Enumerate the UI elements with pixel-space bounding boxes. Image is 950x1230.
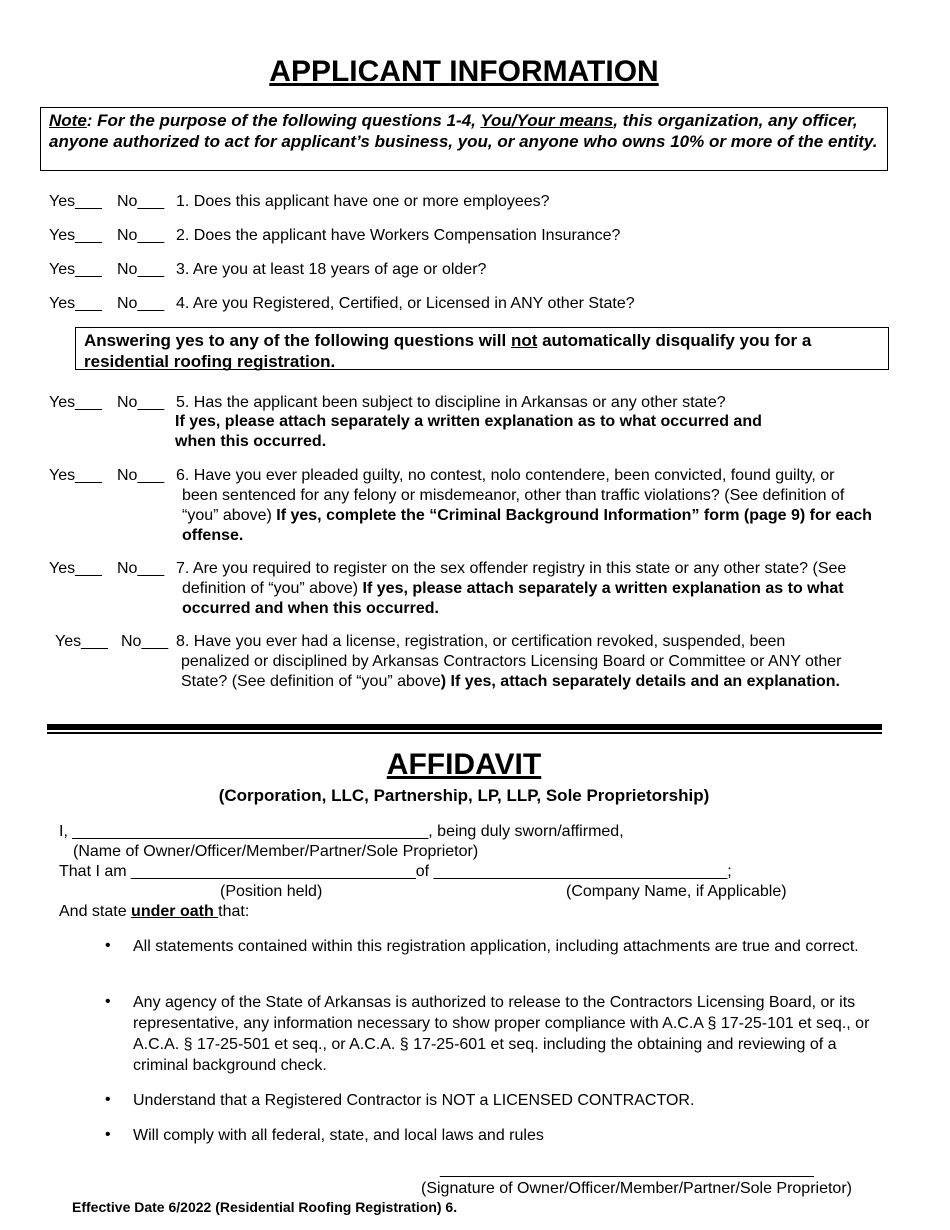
no-blank[interactable]: No___: [117, 560, 165, 577]
affidavit-subtitle: (Corporation, LLC, Partnership, LP, LLP, Sole Proprietorship): [218, 786, 710, 805]
affiant-name-caption: (Name of Owner/Officer/Member/Partner/Sole Proprietor): [73, 843, 479, 860]
yes-blank[interactable]: Yes___: [49, 295, 102, 312]
yes-blank[interactable]: Yes___: [49, 193, 102, 210]
question-text: 2. Does the applicant have Workers Compensation Insurance?: [176, 227, 621, 244]
list-item: Understand that a Registered Contractor is NOT a LICENSED CONTRACTOR.: [133, 1092, 695, 1109]
question-text: 6. Have you ever pleaded guilty, no contest, nolo contendere, been convicted, found guilty, or been sentenced for any felony or misdemeanor, other than traffic violations? (See definition of “you” above): [176, 467, 845, 524]
position-company-line[interactable]: That I am ________________________________of _________________________________;: [59, 863, 732, 880]
question-text: 7. Are you required to register on the sex offender registry in this state or any other state? (See definition of “you” above): [176, 560, 847, 597]
note-text-a: : For the purpose of the following questions 1-4,: [86, 111, 481, 130]
question-instruction: If yes, please attach separately a written explanation as to what occurred and when this occurred.: [182, 580, 844, 617]
signature-line[interactable]: __________________________________________: [440, 1161, 814, 1178]
yes-blank[interactable]: Yes___: [49, 467, 102, 484]
position-caption: (Position held): [220, 883, 323, 900]
note-label: Note: [49, 111, 87, 130]
no-blank[interactable]: No___: [117, 261, 165, 278]
oath-text-a: And state: [59, 903, 132, 920]
note-emphasis: You/Your means: [480, 111, 614, 130]
section-divider-thin: [47, 732, 882, 734]
company-caption: (Company Name, if Applicable): [566, 883, 787, 900]
disqualify-notice: [75, 327, 889, 370]
affidavit-title: AFFIDAVIT: [386, 748, 542, 781]
yes-blank[interactable]: Yes___: [49, 227, 102, 244]
signature-caption: (Signature of Owner/Officer/Member/Partner/Sole Proprietor): [421, 1180, 852, 1197]
question-text: 5. Has the applicant been subject to discipline in Arkansas or any other state?: [176, 394, 726, 411]
section-divider-thick: [47, 724, 882, 730]
question-text: 4. Are you Registered, Certified, or Licensed in ANY other State?: [176, 295, 635, 312]
definition-note: [40, 107, 888, 171]
no-blank[interactable]: No___: [117, 193, 165, 210]
list-item: Any agency of the State of Arkansas is authorized to release to the Contractors Licensing Board, or its representative, any information necessary to show proper compliance with A.C.A § 17-25-101 et seq., or A.C.A. § 17-25-501 et seq., or A.C.A. § 17-25-601 et seq. including the obtaining and reviewing of a criminal background check.: [133, 994, 870, 1074]
no-blank[interactable]: No___: [117, 394, 165, 411]
oath-text-b: that:: [218, 903, 250, 920]
question-text: 3. Are you at least 18 years of age or older?: [176, 261, 487, 278]
question-instruction: If yes, please attach separately a written explanation as to what occurred and when this occurred.: [175, 413, 762, 450]
yes-blank[interactable]: Yes___: [55, 633, 108, 650]
notice-text-a: Answering yes to any of the following questions will: [84, 331, 511, 350]
list-item: Will comply with all federal, state, and local laws and rules: [133, 1127, 544, 1144]
list-item: All statements contained within this registration application, including attachments are true and correct.: [133, 938, 859, 955]
notice-text-b: automatically disqualify you for a residential roofing registration.: [84, 331, 812, 371]
oath-statement: [59, 902, 249, 922]
bullet-icon: •: [105, 1126, 111, 1143]
notice-emphasis: not: [510, 331, 538, 350]
yes-blank[interactable]: Yes___: [49, 394, 102, 411]
page-title: APPLICANT INFORMATION: [269, 55, 659, 88]
no-blank[interactable]: No___: [121, 633, 169, 650]
note-text-b: , this organization, any officer, anyone authorized to act for applicant’s business, you, or anyone who owns 10% or more of the entity.: [49, 111, 878, 151]
question-text: 1. Does this applicant have one or more employees?: [176, 193, 550, 210]
bullet-icon: •: [105, 937, 111, 954]
affiant-name-line[interactable]: I, ________________________________________, being duly sworn/affirmed,: [59, 823, 624, 840]
question-instruction: If yes, complete the “Criminal Background Information” form (page 9) for each offense.: [182, 507, 872, 544]
question-text: 8. Have you ever had a license, registration, or certification revoked, suspended, been penalized or disciplined by Arkansas Contractors Licensing Board or Committee or ANY other State? (See definition of “you” above: [176, 633, 842, 690]
yes-blank[interactable]: Yes___: [49, 261, 102, 278]
question-instruction: ) If yes, attach separately details and an explanation.: [440, 673, 840, 690]
bullet-icon: •: [105, 993, 111, 1010]
bullet-icon: •: [105, 1091, 111, 1108]
page-footer: Effective Date 6/2022 (Residential Roofing Registration) 6.: [72, 1199, 458, 1215]
yes-blank[interactable]: Yes___: [49, 560, 102, 577]
no-blank[interactable]: No___: [117, 227, 165, 244]
no-blank[interactable]: No___: [117, 295, 165, 312]
no-blank[interactable]: No___: [117, 467, 165, 484]
oath-emphasis: under oath: [131, 903, 219, 920]
